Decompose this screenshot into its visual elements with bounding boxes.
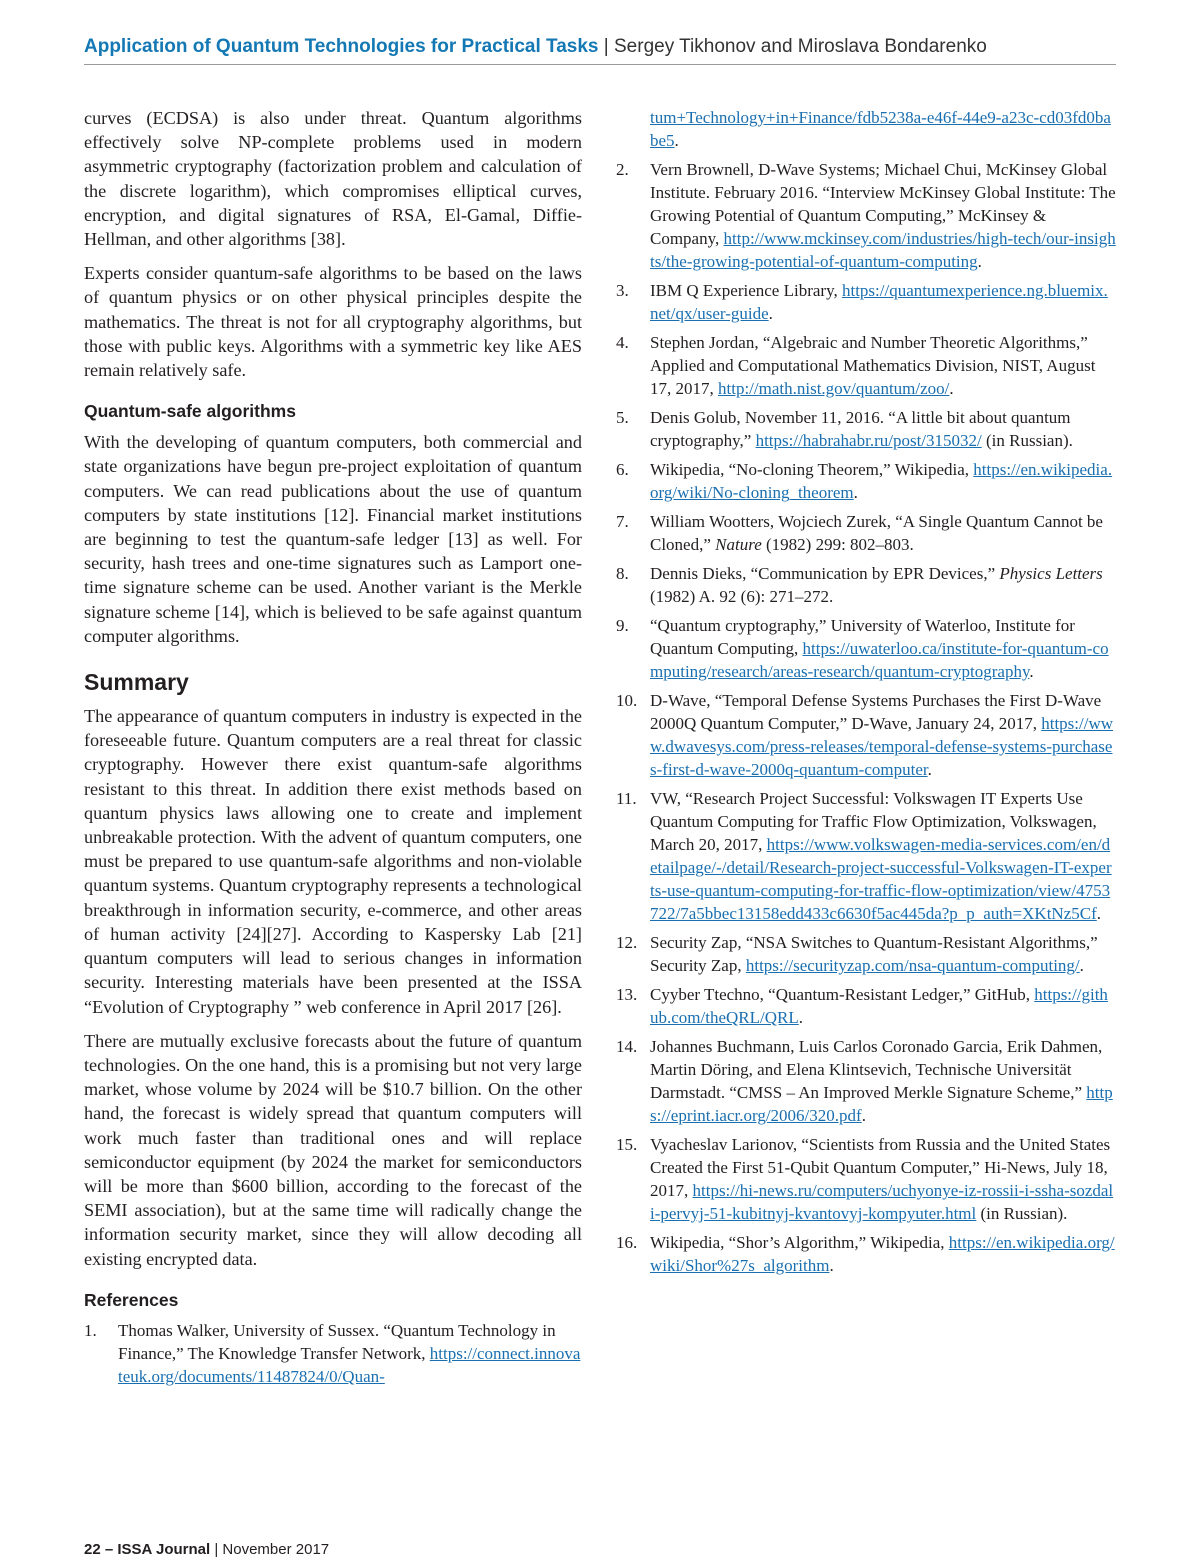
reference-number: 11. (616, 789, 637, 808)
reference-text: William Wootters, Wojciech Zurek, “A Single Quantum Cannot be Cloned,” (650, 512, 1103, 554)
right-column (616, 106, 1116, 1283)
reference-link[interactable]: https://www.volkswagen-media-services.com/en/detailpage/-/detail/Research-project-successful-Volkswagen-IT-experts-use-quantum-computing-for-traffic-flow-optimization/view/4753722/7a5bbec13158edd433c6630f5ac445da?p_p_auth=XKtNz5Cf (650, 835, 1112, 923)
reference-tail: . (927, 760, 932, 779)
references-list-continued (616, 106, 1116, 1277)
reference-link[interactable]: https://uwaterloo.ca/institute-for-quantum-computing/research/areas-research/quantum-cryptography (650, 639, 1109, 681)
reference-item (616, 787, 1116, 925)
reference-link[interactable]: https://eprint.iacr.org/2006/320.pdf (650, 1083, 1113, 1125)
reference-item (616, 510, 1116, 556)
footer-separator: | (210, 1541, 223, 1558)
reference-tail: . (768, 304, 773, 323)
reference-item (616, 689, 1116, 781)
reference-number: 13. (616, 985, 638, 1004)
paragraph: Experts consider quantum-safe algorithms to be based on the laws of quantum physics or on other physical principles despite the mathematics. The threat is not for all cryptography algorithms, but those with public keys. Algorithms with a symmetric key like AES remain relatively safe. (84, 263, 582, 381)
references-heading: References (84, 1289, 179, 1310)
reference-item (616, 1231, 1116, 1277)
reference-item (616, 158, 1116, 273)
reference-item (616, 983, 1116, 1029)
reference-tail: . (977, 252, 982, 271)
reference-journal: Physics Letters (999, 564, 1103, 583)
paragraph: The appearance of quantum computers in industry is expected in the foreseeable future. Quantum computers are a real threat for classic cryptography. However there exist quantum-safe algorithms resistant to this threat. In addition there exist methods based on quantum physics laws allowing one to create and implement unbreakable protection. With the advent of quantum computers, one must be prepared to use quantum-safe algorithms and non-violable quantum systems. Quantum cryptography represents a technological breakthrough in information security, e-commerce, and other areas of human activity [24][27]. According to Kaspersky Lab [21] quantum computers will lead to serious changes in information security. Interesting materials have been presented at the ISSA “Evolution of Cryptography ” web conference in April 2017 [26]. (84, 706, 582, 1017)
reference-link[interactable]: http://math.nist.gov/quantum/zoo/ (718, 379, 950, 398)
reference-link[interactable]: https://hi-news.ru/computers/uchyonye-iz-rossii-i-ssha-sozdali-pervyj-51-kubitnyj-kvantovyj-kompyuter.html (650, 1181, 1114, 1223)
paragraph: There are mutually exclusive forecasts about the future of quantum technologies. On the one hand, this is a promising but not very large market, whose volume by 2024 will be $10.7 billion. On the other hand, the forecast is widely spread that quantum computers will work much faster than traditional ones and will replace semiconductor equipment (by 2024 the market for semiconductors will be more than $600 billion, according to the forecast of the SEMI association), but at the same time will radically change the information security market, since they will allow decoding all existing encrypted data. (84, 1030, 582, 1269)
reference-tail: . (949, 379, 954, 398)
reference-details: (1982) 299: 802–803. (761, 535, 914, 554)
reference-tail: . (1096, 904, 1101, 923)
reference-journal: Nature (715, 535, 762, 554)
reference-link[interactable]: https://www.dwavesys.com/press-releases/temporal-defense-systems-purchases-first-d-wave-2000q-quantum-computer (650, 714, 1114, 779)
reference-number: 5. (616, 408, 629, 427)
reference-tail: . (674, 131, 679, 150)
reference-number: 8. (616, 564, 629, 583)
reference-text: VW, “Research Project Successful: Volkswagen IT Experts Use Quantum Computing for Traffic Flow Optimization, Volkswagen, March 20, 2017, (650, 789, 1097, 854)
footer-page-number: 22 – ISSA Journal (84, 1541, 211, 1558)
reference-number: 4. (616, 333, 629, 352)
reference-link[interactable]: https://quantumexperience.ng.bluemix.net/qx/user-guide (650, 281, 1108, 323)
reference-tail: . (853, 483, 858, 502)
reference-tail: . (1029, 662, 1034, 681)
footer-issue: November 2017 (222, 1541, 330, 1558)
reference-number: 14. (616, 1037, 638, 1056)
reference-number: 16. (616, 1233, 638, 1252)
reference-item-continued (616, 106, 1116, 152)
header-rule (84, 64, 1116, 65)
reference-number: 6. (616, 460, 629, 479)
reference-text: Johannes Buchmann, Luis Carlos Coronado Garcia, Erik Dahmen, Martin Döring, and Elena Klintsevich, Technische Universität Darmstadt. “CMSS – An Improved Merkle Signature Scheme,” (650, 1037, 1103, 1102)
reference-text: Thomas Walker, University of Sussex. “Quantum Technology in Finance,” The Knowledge Transfer Network, (118, 1320, 556, 1363)
reference-item (616, 406, 1116, 452)
reference-tail: (in Russian). (976, 1204, 1068, 1223)
reference-item (616, 562, 1116, 608)
reference-number: 15. (616, 1135, 638, 1154)
reference-text: Wikipedia, “No-cloning Theorem,” Wikipedia, (650, 460, 974, 479)
reference-text: Denis Golub, November 11, 2016. “A little bit about quantum cryptography,” (650, 408, 1071, 450)
left-column (84, 106, 582, 1394)
reference-number: 7. (616, 512, 629, 531)
reference-item (616, 458, 1116, 504)
reference-item (616, 331, 1116, 400)
reference-text: Dennis Dieks, “Communication by EPR Devices,” (650, 564, 1000, 583)
reference-link[interactable]: https://connect.innovateuk.org/documents/11487824/0/Quan- (118, 1343, 581, 1386)
references-list (84, 1319, 582, 1388)
reference-number: 2. (616, 160, 629, 179)
reference-item (616, 279, 1116, 325)
header-separator: | (598, 36, 614, 57)
reference-text: Stephen Jordan, “Algebraic and Number Theoretic Algorithms,” Applied and Computational Mathematics Division, NIST, August 17, 2017, (650, 333, 1096, 398)
reference-tail: . (861, 1106, 866, 1125)
reference-item (616, 931, 1116, 977)
running-header (84, 36, 1116, 58)
reference-details: (1982) A. 92 (6): 271–272. (650, 587, 834, 606)
reference-tail: (in Russian). (981, 431, 1073, 450)
page-footer (84, 1541, 329, 1558)
reference-item (616, 1133, 1116, 1225)
reference-text: “Quantum cryptography,” University of Waterloo, Institute for Quantum Computing, (650, 616, 1075, 658)
reference-link[interactable]: https://habrahabr.ru/post/315032/ (755, 431, 982, 450)
summary-heading: Summary (84, 669, 189, 696)
section-subheading: Quantum-safe algorithms (84, 401, 296, 422)
reference-link[interactable]: https://github.com/theQRL/QRL (650, 985, 1108, 1027)
reference-link[interactable]: tum+Technology+in+Finance/fdb5238a-e46f-44e9-a23c-cd03fd0babe5 (650, 108, 1111, 150)
header-authors: Sergey Tikhonov and Miroslava Bondarenko (614, 36, 987, 57)
reference-number: 10. (616, 691, 638, 710)
reference-number: 1. (84, 1320, 97, 1340)
reference-text: Security Zap, “NSA Switches to Quantum-Resistant Algorithms,” Security Zap, (650, 933, 1098, 975)
reference-link[interactable]: http://www.mckinsey.com/industries/high-tech/our-insights/the-growing-potential-of-quantum-computing (650, 229, 1116, 271)
reference-link[interactable]: https://securityzap.com/nsa-quantum-computing/ (745, 956, 1080, 975)
reference-number: 12. (616, 933, 638, 952)
paragraph: With the developing of quantum computers, both commercial and state organizations have begun pre-project exploitation of quantum computers. We can read publications about the use of quantum computers by state institutions [12]. Financial market institutions are beginning to test the quantum-safe ledger [13] as well. For security, hash trees and one-time signatures such as Lamport one-time signature scheme can be used. Another variant is the Merkle signature scheme [14], which is believed to be safe against quantum computer algorithms. (84, 432, 582, 646)
reference-text: Cyyber Ttechno, “Quantum-Resistant Ledger,” GitHub, (650, 985, 1035, 1004)
reference-item (84, 1319, 582, 1388)
header-title: Application of Quantum Technologies for Practical Tasks (84, 36, 599, 57)
paragraph: curves (ECDSA) is also under threat. Quantum algorithms effectively solve NP-complete problems used in modern asymmetric cryptography (factorization problem and calculation of the discrete logarithm), which compromises elliptical curves, encryption, and digital signatures of RSA, El-Gamal, Diffie-Hellman, and other algorithms [38]. (84, 108, 582, 250)
reference-text: Vyacheslav Larionov, “Scientists from Russia and the United States Created the First 51-Qubit Quantum Computer,” Hi-News, July 18, 2017, (650, 1135, 1111, 1200)
reference-tail: . (798, 1008, 803, 1027)
reference-text: D-Wave, “Temporal Defense Systems Purchases the First D-Wave 2000Q Quantum Computer,” D-Wave, January 24, 2017, (650, 691, 1102, 733)
reference-text: Wikipedia, “Shor’s Algorithm,” Wikipedia, (650, 1233, 949, 1252)
reference-text: IBM Q Experience Library, (650, 281, 842, 300)
reference-item (616, 1035, 1116, 1127)
reference-link[interactable]: https://en.wikipedia.org/wiki/Shor%27s_algorithm (650, 1233, 1115, 1275)
reference-text: Vern Brownell, D-Wave Systems; Michael Chui, McKinsey Global Institute. February 2016. “Interview McKinsey Global Institute: The Growing Potential of Quantum Computing,” McKinsey & Company, (650, 160, 1116, 248)
reference-tail: . (829, 1256, 834, 1275)
reference-number: 3. (616, 281, 629, 300)
reference-item (616, 614, 1116, 683)
reference-link[interactable]: https://en.wikipedia.org/wiki/No-cloning_theorem (650, 460, 1113, 502)
reference-number: 9. (616, 616, 629, 635)
reference-tail: . (1079, 956, 1084, 975)
